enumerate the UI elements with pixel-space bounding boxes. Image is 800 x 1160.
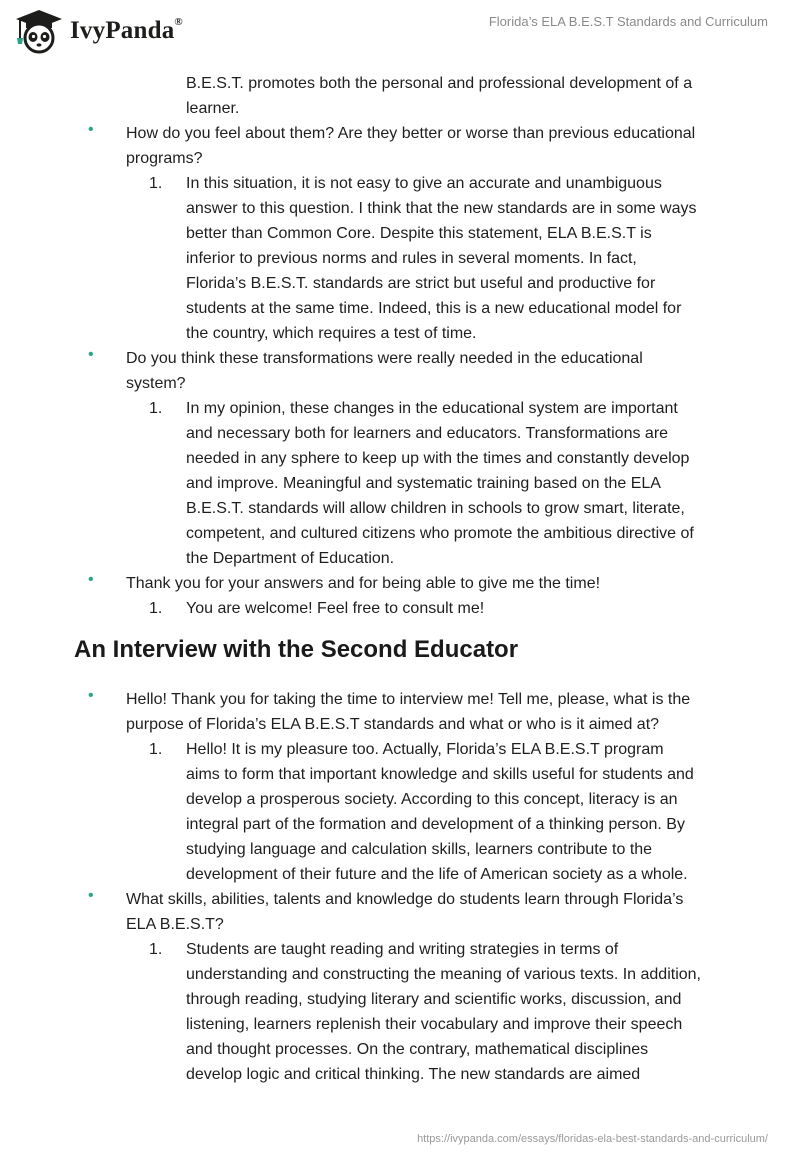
answer-line: In this situation, it is not easy to give an accurate and unambiguous	[186, 175, 662, 192]
answer-item	[0, 937, 800, 1087]
document-title: Florida’s ELA B.E.S.T Standards and Curriculum	[488, 14, 768, 29]
answer-line: and thought processes. On the contrary, mathematical disciplines	[186, 1041, 649, 1058]
question-line: What skills, abilities, talents and knowledge do students learn through Florida’s	[126, 891, 684, 908]
answer-line: develop a prosperous society. According to this concept, literacy is an	[186, 791, 678, 808]
answer-line: inferior to previous norms and rules in several moments. In fact,	[186, 250, 637, 267]
answer-line: development of their future and the life of American society as a whole.	[186, 866, 688, 883]
answer-line: B.E.S.T. standards will allow children in schools to grow smart, literate,	[186, 500, 685, 517]
answer-line: Students are taught reading and writing strategies in terms of	[186, 941, 619, 958]
question-line: Do you think these transformations were really needed in the educational	[126, 350, 643, 367]
answer-line: You are welcome! Feel free to consult me!	[186, 600, 485, 617]
question-item	[0, 346, 800, 396]
answer-number: 1.	[149, 400, 163, 417]
answer-line: integral part of the formation and development of a thinking person. By	[186, 816, 685, 833]
answer-item	[0, 396, 800, 571]
question-line: How do you feel about them? Are they better or worse than previous educational	[126, 125, 696, 142]
logo-text: IvyPanda®	[70, 15, 183, 44]
panda-graduation-icon	[14, 8, 64, 54]
answer-line: better than Common Core. Despite this statement, ELA B.E.S.T is	[186, 225, 652, 242]
answer-number: 1.	[149, 175, 163, 192]
answer-number: 1.	[149, 600, 163, 617]
interview-part-2	[0, 687, 800, 1087]
answer-line: the country, which requires a test of time.	[186, 325, 477, 342]
question-line: system?	[126, 375, 186, 392]
question-line: programs?	[126, 150, 203, 167]
answer-number: 1.	[149, 941, 163, 958]
answer-line: understanding and constructing the meaning of various texts. In addition,	[186, 966, 701, 983]
answer-line: competent, and cultured citizens who promote the ambitious directive of	[186, 525, 694, 542]
source-url-link[interactable]: https://ivypanda.com/essays/floridas-ela-best-standards-and-curriculum/	[417, 1133, 768, 1145]
answer-line: through reading, studying literary and scientific works, discussion, and	[186, 991, 682, 1008]
question-item	[0, 687, 800, 737]
answer-line: needed in any sphere to keep up with the times and constantly develop	[186, 450, 690, 467]
page-header	[0, 0, 800, 70]
answer-line: students at the same time. Indeed, this is a new educational model for	[186, 300, 682, 317]
bullet-icon: •	[88, 346, 94, 363]
section-heading: An Interview with the Second Educator	[74, 636, 519, 663]
bullet-icon: •	[88, 121, 94, 138]
answer-item	[0, 171, 800, 346]
answer-number: 1.	[149, 741, 163, 758]
question-line: Hello! Thank you for taking the time to interview me! Tell me, please, what is the	[126, 691, 691, 708]
question-item	[0, 121, 800, 171]
question-item	[0, 887, 800, 937]
answer-line: In my opinion, these changes in the educational system are important	[186, 400, 678, 417]
answer-item	[0, 596, 800, 621]
answer-item	[0, 737, 800, 887]
ivypanda-logo[interactable]	[14, 8, 183, 54]
bullet-icon: •	[88, 571, 94, 588]
answer-line: Florida’s B.E.S.T. standards are strict but useful and productive for	[186, 275, 656, 292]
answer-continuation	[0, 71, 800, 121]
answer-line: develop logic and critical thinking. The new standards are aimed	[186, 1066, 641, 1083]
bullet-icon: •	[88, 687, 94, 704]
answer-line: aims to form that important knowledge and skills useful for students and	[186, 766, 694, 783]
answer-line: and improve. Meaningful and systematic training based on the ELA	[186, 475, 661, 492]
question-line: Thank you for your answers and for being able to give me the time!	[126, 575, 601, 592]
bullet-icon: •	[88, 887, 94, 904]
answer-line: learner.	[186, 100, 240, 117]
answer-line: B.E.S.T. promotes both the personal and professional development of a	[186, 75, 693, 92]
interview-part-1	[0, 71, 800, 621]
question-line: purpose of Florida’s ELA B.E.S.T standards and what or who is it aimed at?	[126, 716, 660, 733]
answer-line: the Department of Education.	[186, 550, 395, 567]
answer-line: studying language and calculation skills, learners contribute to the	[186, 841, 653, 858]
question-item	[0, 571, 800, 596]
answer-line: listening, learners replenish their vocabulary and improve their speech	[186, 1016, 683, 1033]
answer-line: and necessary both for learners and educators. Transformations are	[186, 425, 669, 442]
answer-line: Hello! It is my pleasure too. Actually, Florida’s ELA B.E.S.T program	[186, 741, 664, 758]
question-line: ELA B.E.S.T?	[126, 916, 224, 933]
answer-line: answer to this question. I think that the new standards are in some ways	[186, 200, 697, 217]
